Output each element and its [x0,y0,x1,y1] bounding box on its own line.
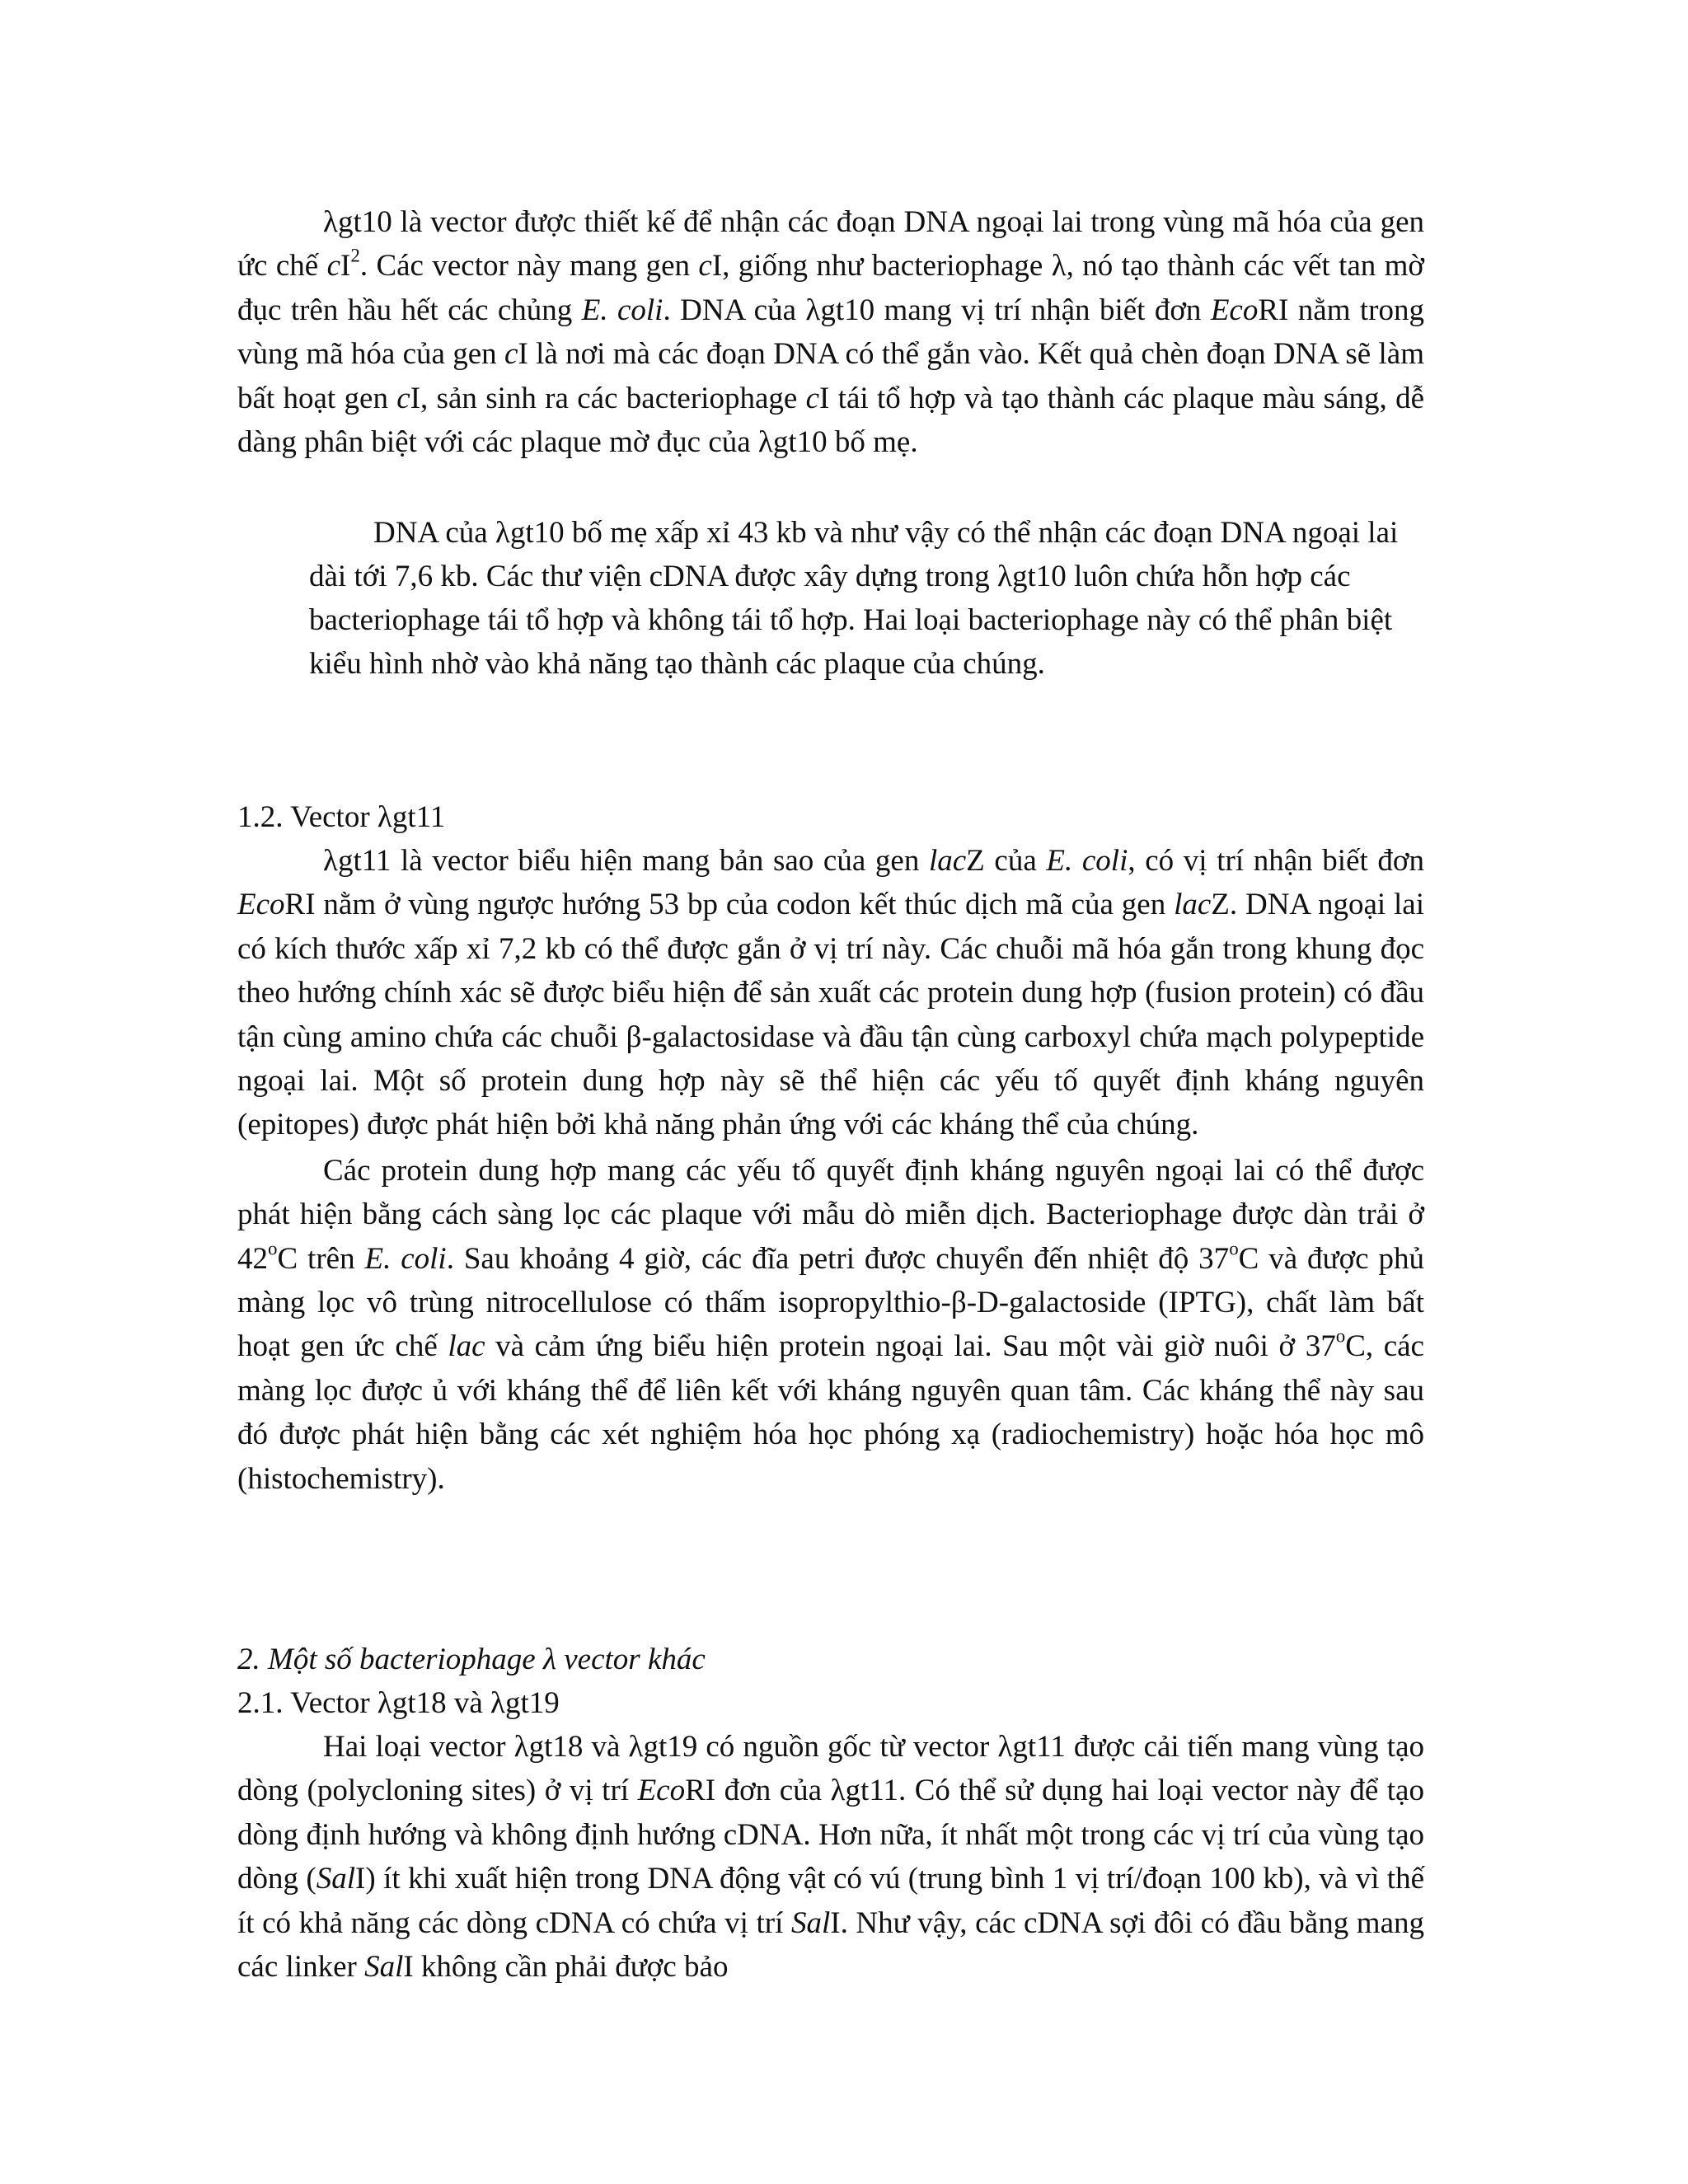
body-text-block [237,1725,1424,1989]
section-heading-1-2: 1.2. Vector λgt11 [237,800,446,834]
paragraph-lgt10-intro: λgt10 là vector được thiết kế để nhận các đoạn DNA ngoại lai trong vùng mã hóa của gen ức chế $cI^2$. Các vector này mang gen cI, giống như bacteriophage λ, nó tạo thành các vết tan mờ đục trên hầu hết các chủng E. coli. DNA của λgt10 mang vị trí nhận biết đơn EcoRI nằm trong vùng mã hóa của gen cI là nơi mà các đoạn DNA có thể gắn vào. Kết quả chèn đoạn DNA sẽ làm bất hoạt gen cI, sản sinh ra các bacteriophage cI tái tổ hợp và tạo thành các plaque màu sáng, dễ dàng phân biệt với các plaque mờ đục của λgt10 bố mẹ. [237,205,1424,460]
body-text-block [237,200,1424,464]
paragraph-lgt10-size: DNA của λgt10 bố mẹ xấp xỉ 43 kb và như vậy có thể nhận các đoạn DNA ngoại lai dài tới 7,6 kb. Các thư viện cDNA được xây dựng trong λgt10 luôn chứa hỗn hợp các bacteriophage tái tổ hợp và không tái tổ hợp. Hai loại bacteriophage này có thể phân biệt kiểu hình nhờ vào khả năng tạo thành các plaque của chúng. [309,516,1399,681]
section-heading-2-1: 2.1. Vector λgt18 và λgt19 [237,1686,560,1720]
paragraph-lgt18: Hai loại vector λgt18 và λgt19 có nguồn gốc từ vector λgt11 được cải tiến mang vùng tạo dòng (polycloning sites) ở vị trí EcoRI đơn của λgt11. Có thể sử dụng hai loại vector này để tạo dòng định hướng và không định hướng cDNA. Hơn nữa, ít nhất một trong các vị trí của vùng tạo dòng (SalI) ít khi xuất hiện trong DNA động vật có vú (trung bình 1 vị trí/đoạn 100 kb), và vì thế ít có khả năng các dòng cDNA có chứa vị trí SalI. Như vậy, các cDNA sợi đôi có đầu bằng mang các linker SalI không cần phải được bảo [237,1730,1424,1985]
body-text-block [237,839,1424,1501]
paragraph-lgt11-1: λgt11 là vector biểu hiện mang bản sao của gen lacZ của E. coli, có vị trí nhận biết đơn EcoRI nằm ở vùng ngược hướng 53 bp của codon kết thúc dịch mã của gen lacZ. DNA ngoại lai có kích thước xấp xỉ 7,2 kb có thể được gắn ở vị trí này. Các chuỗi mã hóa gắn trong khung đọc theo hướng chính xác sẽ được biểu hiện để sản xuất các protein dung hợp (fusion protein) có đầu tận cùng amino chứa các chuỗi β-galactosidase và đầu tận cùng carboxyl chứa mạch polypeptide ngoại lai. Một số protein dung hợp này sẽ thể hiện các yếu tố quyết định kháng nguyên (epitopes) được phát hiện bởi khả năng phản ứng với các kháng thể của chúng. [237,844,1424,1142]
paragraph-lgt11-2: Các protein dung hợp mang các yếu tố quyết định kháng nguyên ngoại lai có thể được phát hiện bằng cách sàng lọc các plaque với mẫu dò miễn dịch. Bacteriophage được dàn trải ở 42$^o$C trên E. coli. Sau khoảng 4 giờ, các đĩa petri được chuyển đến nhiệt độ 37$^o$C và được phủ màng lọc vô trùng nitrocellulose có thấm isopropylthio-β-D-galactoside (IPTG), chất làm bất hoạt gen ức chế lac và cảm ứng biểu hiện protein ngoại lai. Sau một vài giờ nuôi ở 37$^o$C, các màng lọc được ủ với kháng thể để liên kết với kháng nguyên quan tâm. Các kháng thể này sau đó được phát hiện bằng các xét nghiệm hóa học phóng xạ (radiochemistry) hoặc hóa học mô (histochemistry). [237,1153,1424,1496]
inset-text-block [309,511,1438,686]
section-heading-2: 2. Một số bacteriophage λ vector khác [237,1643,706,1676]
